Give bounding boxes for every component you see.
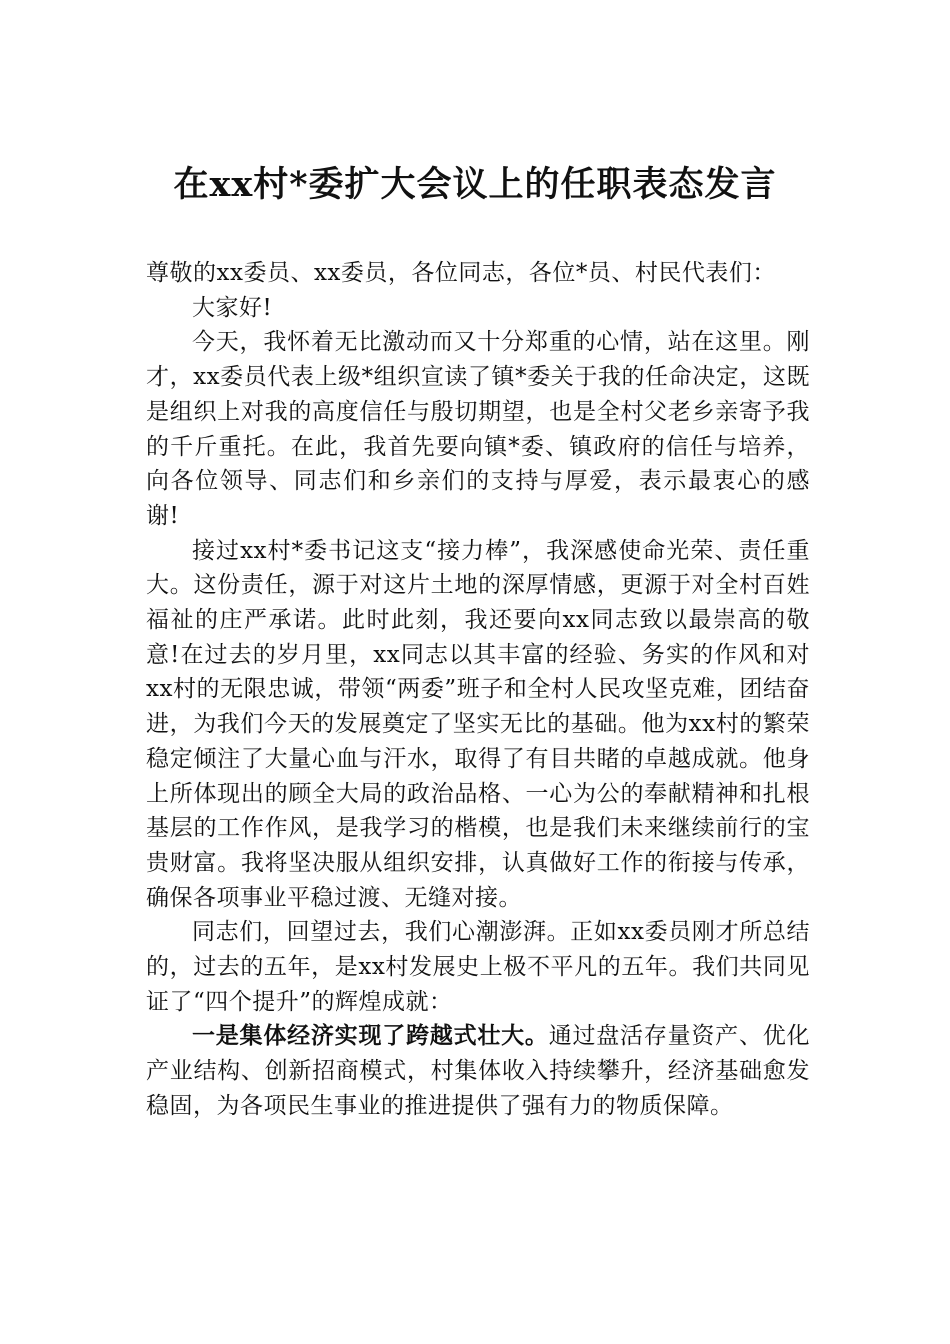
salutation: 尊敬的xx委员、xx委员，各位同志，各位*员、村民代表们： — [146, 260, 776, 286]
document-body — [146, 256, 810, 1124]
paragraph-responsibility: 接过xx村*委书记这支“接力棒”，我深感使命光荣、责任重大。这份责任，源于对这片土地的深厚情感，更源于对全村百姓福祉的庄严承诺。此时此刻，我还要向xx同志致以最崇高的敬意!在过去的岁月里，xx同志以其丰富的经验、务实的作风和对xx村的无限忠诚，带领“两委”班子和全村人民攻坚克难，团结奋进，为我们今天的发展奠定了坚实无比的基础。他为xx村的繁荣稳定倾注了大量心血与汗水，取得了有目共睹的卓越成就。他身上所体现出的顾全大局的政治品格、一心为公的奉献精神和扎根基层的工作作风，是我学习的楷模，也是我们未来继续前行的宝贵财富。我将坚决服从组织安排，认真做好工作的衔接与传承，确保各项事业平稳过渡、无缝对接。 — [146, 537, 810, 911]
paragraph-point-one — [146, 1019, 810, 1123]
point-one-lead: 一是集体经济实现了跨越式壮大。 — [192, 1022, 549, 1050]
paragraph-gratitude: 今天，我怀着无比激动而又十分郑重的心情，站在这里。刚才，xx委员代表上级*组织宣读了镇*委关于我的任命决定，这既是组织上对我的高度信任与殷切期望，也是全村父老乡亲寄予我的千斤重托。在此，我首先要向镇*委、镇政府的信任与培养，向各位领导、同志们和乡亲们的支持与厚爱，表示最衷心的感谢! — [146, 329, 810, 529]
greeting: 大家好! — [192, 294, 273, 321]
paragraph-review: 同志们，回望过去，我们心潮澎湃。正如xx委员刚才所总结的，过去的五年，是xx村发展史上极不平凡的五年。我们共同见证了“四个提升”的辉煌成就： — [146, 919, 810, 1015]
document-title: 在xx村*委扩大会议上的任职表态发言 — [173, 164, 777, 205]
point-one-text: 通过盘活存量资产、优化产业结构、创新招商模式，村集体收入持续攀升，经济基础愈发稳固，为各项民生事业的推进提供了强有力的物质保障。 — [146, 1023, 811, 1119]
